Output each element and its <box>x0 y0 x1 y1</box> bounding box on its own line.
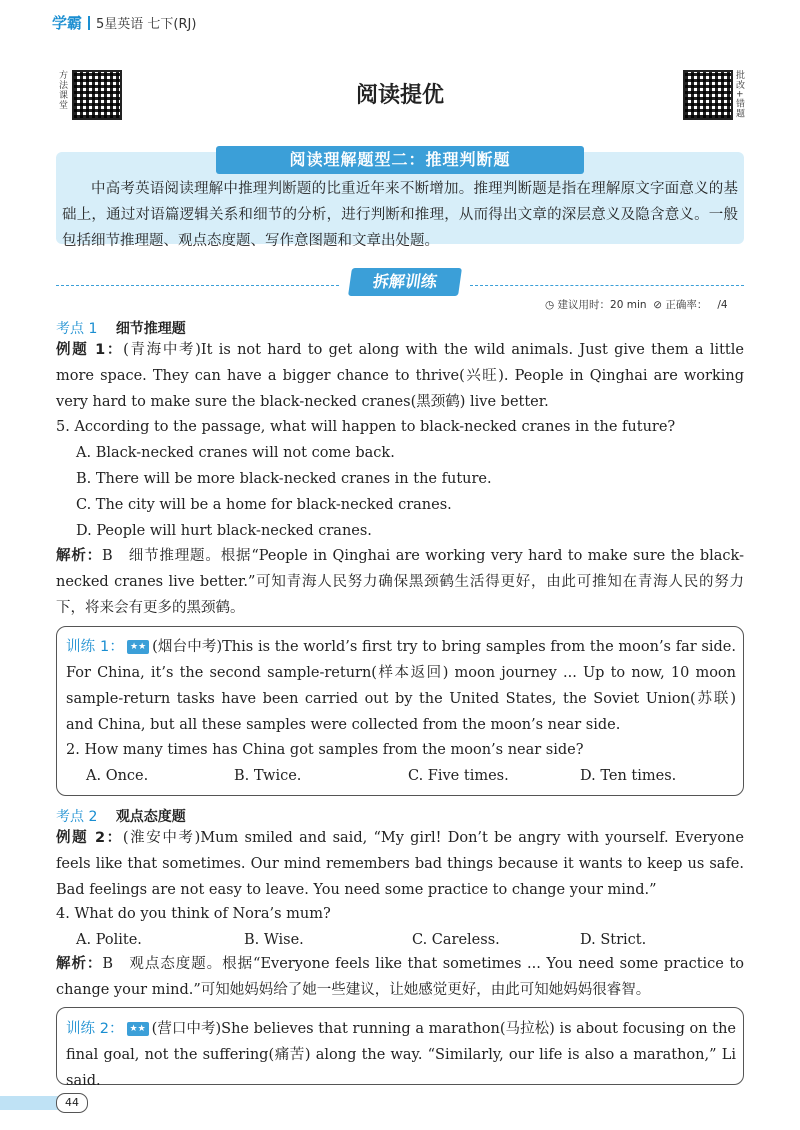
accuracy-total: /4 <box>717 299 728 311</box>
example-2-text: Mum smiled and said, “My girl! Don’t be angry with yourself. Everyone feels like that sometimes. Our mind remembers bad things because it wants to keep us safe. Bad feelings are not easy to leave. You need some practice to change your mind.” <box>56 830 744 898</box>
star-rating-icon: ★★ <box>127 1022 149 1036</box>
intro-text: 中高考英语阅读理解中推理判断题的比重近年来不断增加。推理判断题是指在理解原文字面意义的基础上，通过对语篇逻辑关系和细节的分析，进行判断和推理，从而得出文章的深层意义及隐含意义。一般包括细节推理题、观点态度题、写作意图题和文章出处题。 <box>62 181 738 249</box>
check-icon: ⊘ <box>653 299 663 311</box>
train-1-option-d: D. Ten times. <box>580 768 677 784</box>
train-1-option-b: B. Twice. <box>234 768 302 784</box>
train-1-text <box>66 634 736 738</box>
example-2 <box>56 825 744 903</box>
question-4: 4. What do you think of Nora’s mum? <box>56 906 331 922</box>
option-c: C. The city will be a home for black-necked cranes. <box>76 497 452 513</box>
brand-logo: 学霸 <box>52 14 83 32</box>
training-banner: 拆解训练 <box>348 268 462 296</box>
example-1-source: (青海中考) <box>123 342 201 358</box>
page-bar <box>0 1096 58 1110</box>
divider <box>88 16 90 30</box>
option-a: A. Black-necked cranes will not come back. <box>76 445 395 461</box>
q4-option-a: A. Polite. <box>76 932 142 948</box>
brand-header <box>52 12 196 33</box>
time-label: 建议用时：20 min <box>557 299 647 311</box>
example-1 <box>56 337 744 415</box>
analysis-2 <box>56 951 744 1003</box>
train-1-option-c: C. Five times. <box>408 768 509 784</box>
train-2-source: (营口中考) <box>151 1021 222 1037</box>
kaodian-1-heading <box>56 318 186 338</box>
analysis-1 <box>56 543 744 621</box>
train-2-text <box>66 1016 736 1094</box>
q4-option-d: D. Strict. <box>580 932 647 948</box>
kaodian-2-label: 考点 2 <box>56 809 98 825</box>
train-1-source: (烟台中考) <box>152 639 223 655</box>
option-b: B. There will be more black-necked cranes in the future. <box>76 471 492 487</box>
kaodian-2-title: 观点态度题 <box>115 809 186 825</box>
dashed-divider-right <box>470 285 744 286</box>
train-1-option-a: A. Once. <box>86 768 149 784</box>
train-2-passage: She believes that running a marathon(马拉松) is about focusing on the final goal, not the suffering(痛苦) along the way. “Similarly, our life is also a marathon,” Li said. <box>66 1021 736 1089</box>
star-rating-icon: ★★ <box>127 640 149 654</box>
left-qr-label: 方法课堂 <box>57 70 67 110</box>
page-title: 阅读提优 <box>355 83 444 108</box>
example-1-text: It is not hard to get along with the wild animals. Just give them a little more space. They can have a bigger chance to thrive(兴旺). People in Qinghai are working very hard to make sure the black-necked cranes(黑颈鹤) live better. <box>56 342 744 410</box>
accuracy-label: 正确率： <box>665 299 708 311</box>
section-banner: 阅读理解题型二：推理判断题 <box>216 146 584 174</box>
example-2-label: 例题 2： <box>56 830 123 846</box>
clock-icon: ◷ <box>545 299 555 311</box>
page-number: 44 <box>56 1093 88 1113</box>
q4-option-c: C. Careless. <box>412 932 500 948</box>
analysis-2-text: B 观点态度题。根据“Everyone feels like that sometimes ... You need some practice to change your mind.”可知她妈妈给了她一些建议，让她感觉更好，由此可知她妈妈很睿智。 <box>56 956 745 998</box>
kaodian-2-heading <box>56 806 186 826</box>
train-2-label: 训练 2： <box>66 1021 124 1037</box>
option-d: D. People will hurt black-necked cranes. <box>76 523 372 539</box>
analysis-1-label: 解析： <box>56 548 102 564</box>
train-1-label: 训练 1： <box>66 639 124 655</box>
question-5: 5. According to the passage, what will happen to black-necked cranes in the future? <box>56 419 676 435</box>
analysis-2-label: 解析： <box>56 956 103 972</box>
right-qr-label: 批改+错题 <box>734 70 744 119</box>
train-1-question: 2. How many times has China got samples from the moon’s near side? <box>66 742 584 758</box>
analysis-1-text: B 细节推理题。根据“People in Qinghai are working very hard to make sure the black-necked cranes live better.”可知青海人民努力确保黑颈鹤生活得更好，由此可推知在青海人民的努力下，将来会有更多的黑颈鹤。 <box>56 548 744 616</box>
kaodian-1-title: 细节推理题 <box>115 321 186 337</box>
train-1-passage: This is the world’s first try to bring samples from the moon’s far side. For China, it’s the second sample-return(样本返回) moon journey ... Up to now, 10 moon sample-return tasks have been carried out by the United States, the Soviet Union(苏联) and China, but all these samples were collected from the moon’s near side. <box>66 639 736 733</box>
dashed-divider-left <box>56 285 339 286</box>
example-1-label: 例题 1： <box>56 342 124 358</box>
example-2-source: (淮安中考) <box>122 830 201 846</box>
kaodian-1-label: 考点 1 <box>56 321 98 337</box>
q4-option-b: B. Wise. <box>244 932 304 948</box>
series-title: 5星英语 七下(RJ) <box>96 17 197 32</box>
training-meta <box>545 297 745 312</box>
